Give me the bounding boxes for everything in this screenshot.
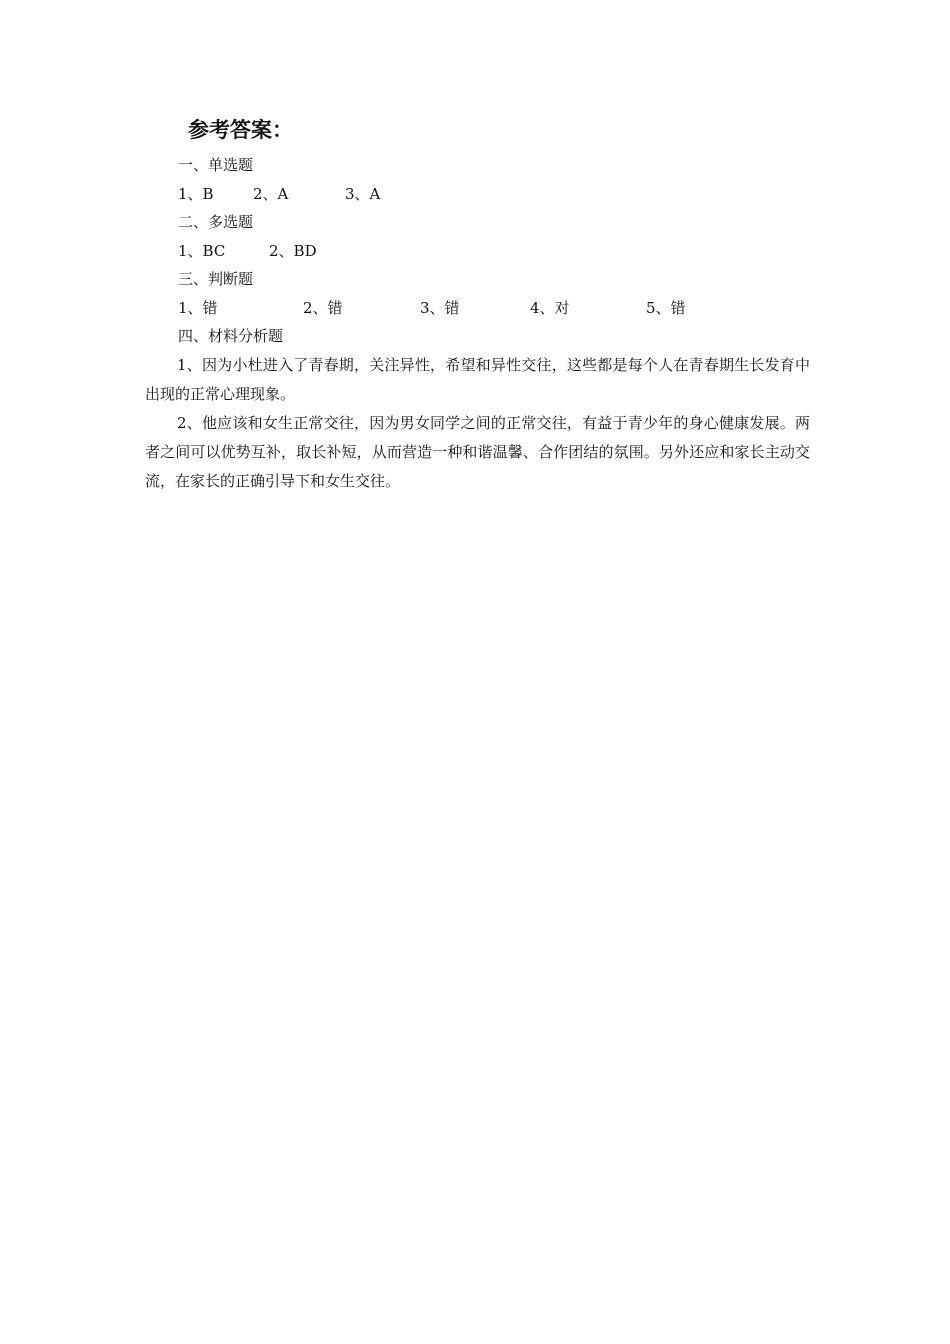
answer-item: 2、BD: [269, 242, 317, 260]
section-heading-material-analysis: 四、材料分析题: [178, 327, 284, 345]
answer-item: 4、对: [530, 299, 570, 317]
analysis-paragraph-1: 1、因为小杜进入了青春期，关注异性，希望和异性交往，这些都是每个人在青春期生长发育中出现的正常心理现象。: [145, 356, 810, 403]
answer-item: 2、错: [303, 299, 343, 317]
analysis-paragraph-2: 2、他应该和女生正常交往，因为男女同学之间的正常交往，有益于青少年的身心健康发展。两者之间可以优势互补，取长补短，从而营造一种和谐温馨、合作团结的氛围。另外还应和家长主动交流，在家长的正确引导下和女生交往。: [145, 414, 810, 490]
answer-item: 1、B: [178, 185, 214, 203]
answer-item: 3、错: [420, 299, 460, 317]
section-heading-single-choice: 一、单选题: [178, 156, 254, 174]
answer-item: 2、A: [253, 185, 289, 203]
section-heading-multiple-choice: 二、多选题: [178, 213, 254, 231]
answer-item: 1、BC: [178, 242, 226, 260]
answer-item: 5、错: [646, 299, 686, 317]
section-heading-true-false: 三、判断题: [178, 270, 254, 288]
answer-item: 1、错: [178, 299, 218, 317]
page-title: 参考答案：: [188, 118, 293, 142]
answer-item: 3、A: [345, 185, 381, 203]
